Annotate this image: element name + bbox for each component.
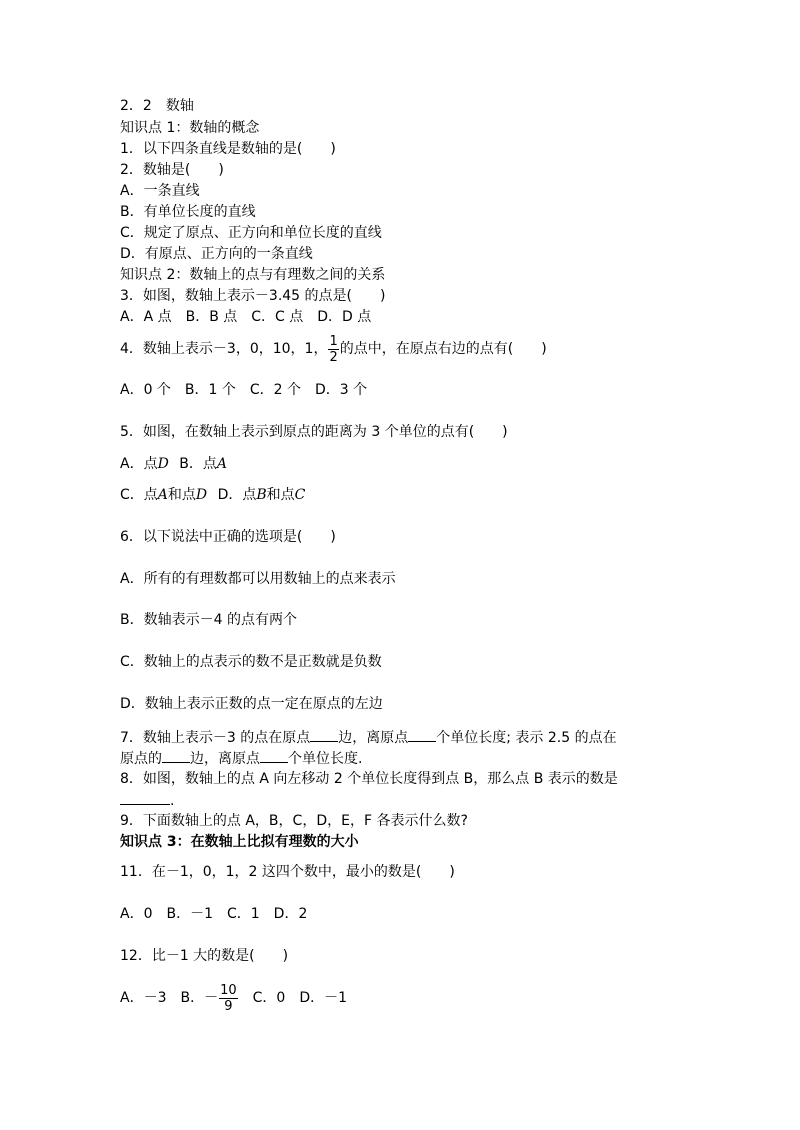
option-d-var2: C — [294, 487, 306, 503]
knowledge-point-1: 知识点 1：数轴的概念 — [120, 120, 260, 136]
option-d-and: 和点 — [266, 487, 295, 503]
option-b-var: A — [216, 456, 227, 472]
q12-option-cd: C．0 D．－1 — [238, 990, 348, 1006]
question-2-option-c: C．规定了原点、正方向和单位长度的直线 — [120, 225, 382, 241]
answer-blank — [310, 727, 338, 742]
q7-text-6: 个单位长度. — [288, 751, 363, 767]
question-5: 5．如图，在数轴上表示到原点的距离为 3 个单位的点有( ) — [120, 424, 508, 440]
option-d-var1: B — [256, 487, 267, 503]
q7-text-5: 边，离原点 — [190, 751, 260, 767]
section-title: 2．2 数轴 — [120, 98, 194, 114]
question-5-options-ab — [120, 454, 227, 474]
question-4-options: A．0 个 B．1 个 C．2 个 D．3 个 — [120, 382, 368, 398]
question-3: 3．如图，数轴上表示－3.45 的点是( ) — [120, 288, 386, 304]
option-c-var2: D — [195, 487, 208, 503]
question-9: 9．下面数轴上的点 A，B，C，D，E，F 各表示什么数? — [120, 813, 468, 829]
fraction-denominator: 9 — [224, 998, 233, 1014]
answer-blank — [120, 790, 170, 805]
option-c-label: C．点 — [120, 487, 158, 503]
option-b-label: B．点 — [179, 456, 217, 472]
question-6-option-d: D．数轴上表示正数的点一定在原点的左边 — [120, 696, 383, 712]
option-c-and: 和点 — [167, 487, 196, 503]
q7-text-3: 个单位长度; 表示 2.5 的点在 — [436, 730, 617, 746]
question-2-option-b: B．有单位长度的直线 — [120, 204, 256, 220]
question-2-option-a: A．一条直线 — [120, 183, 200, 199]
question-8-line-1: 8．如图，数轴上的点 A 向左移动 2 个单位长度得到点 B，那么点 B 表示的数是 — [120, 771, 618, 787]
question-6-option-c: C．数轴上的点表示的数不是正数就是负数 — [120, 654, 382, 670]
question-5-options-cd — [120, 485, 305, 505]
question-4-text-pre: 4．数轴上表示－3，0，10，1， — [120, 341, 328, 357]
answer-blank — [162, 748, 190, 763]
fraction-ten-ninths — [219, 983, 238, 1014]
answer-blank — [260, 748, 288, 763]
question-6-option-a: A．所有的有理数都可以用数轴上的点来表示 — [120, 571, 396, 587]
question-12-options — [120, 978, 347, 1018]
q7-text-4: 原点的 — [120, 751, 162, 767]
question-12: 12．比－1 大的数是( ) — [120, 948, 289, 964]
question-7-line-2 — [120, 748, 362, 769]
q8-end: . — [170, 793, 175, 809]
question-7-line-1 — [120, 727, 617, 748]
knowledge-point-3: 知识点 3：在数轴上比拟有理数的大小 — [120, 834, 359, 850]
q7-text-2: 边，离原点 — [338, 730, 409, 746]
fraction-one-half — [328, 334, 338, 365]
fraction-denominator: 2 — [329, 349, 338, 365]
knowledge-point-2: 知识点 2：数轴上的点与有理数之间的关系 — [120, 267, 386, 283]
question-2-option-d: D．有原点、正方向的一条直线 — [120, 246, 313, 262]
question-11: 11．在－1，0，1，2 这四个数中，最小的数是( ) — [120, 864, 455, 880]
question-6-option-b: B．数轴表示－4 的点有两个 — [120, 612, 297, 628]
question-4-text-post: 的点中，在原点右边的点有( ) — [339, 341, 547, 357]
option-a-var: D — [157, 456, 169, 472]
q12-option-ab: A．－3 B．－ — [120, 990, 219, 1006]
question-2: 2．数轴是( ) — [120, 162, 224, 178]
fraction-numerator: 1 — [329, 333, 338, 349]
option-a-label: A．点 — [120, 456, 158, 472]
question-3-options: A．A 点 B．B 点 C．C 点 D．D 点 — [120, 309, 372, 325]
q7-text-1: 7．数轴上表示－3 的点在原点 — [120, 730, 311, 746]
question-4 — [120, 332, 547, 366]
question-11-options: A．0 B．－1 C．1 D．2 — [120, 906, 308, 922]
question-1: 1．以下四条直线是数轴的是( ) — [120, 141, 336, 157]
answer-blank — [408, 727, 436, 742]
question-6: 6．以下说法中正确的选项是( ) — [120, 529, 336, 545]
question-8-line-2 — [120, 790, 174, 811]
fraction-numerator: 10 — [220, 982, 237, 998]
option-c-var1: A — [157, 487, 168, 503]
option-d-label: D．点 — [217, 487, 257, 503]
